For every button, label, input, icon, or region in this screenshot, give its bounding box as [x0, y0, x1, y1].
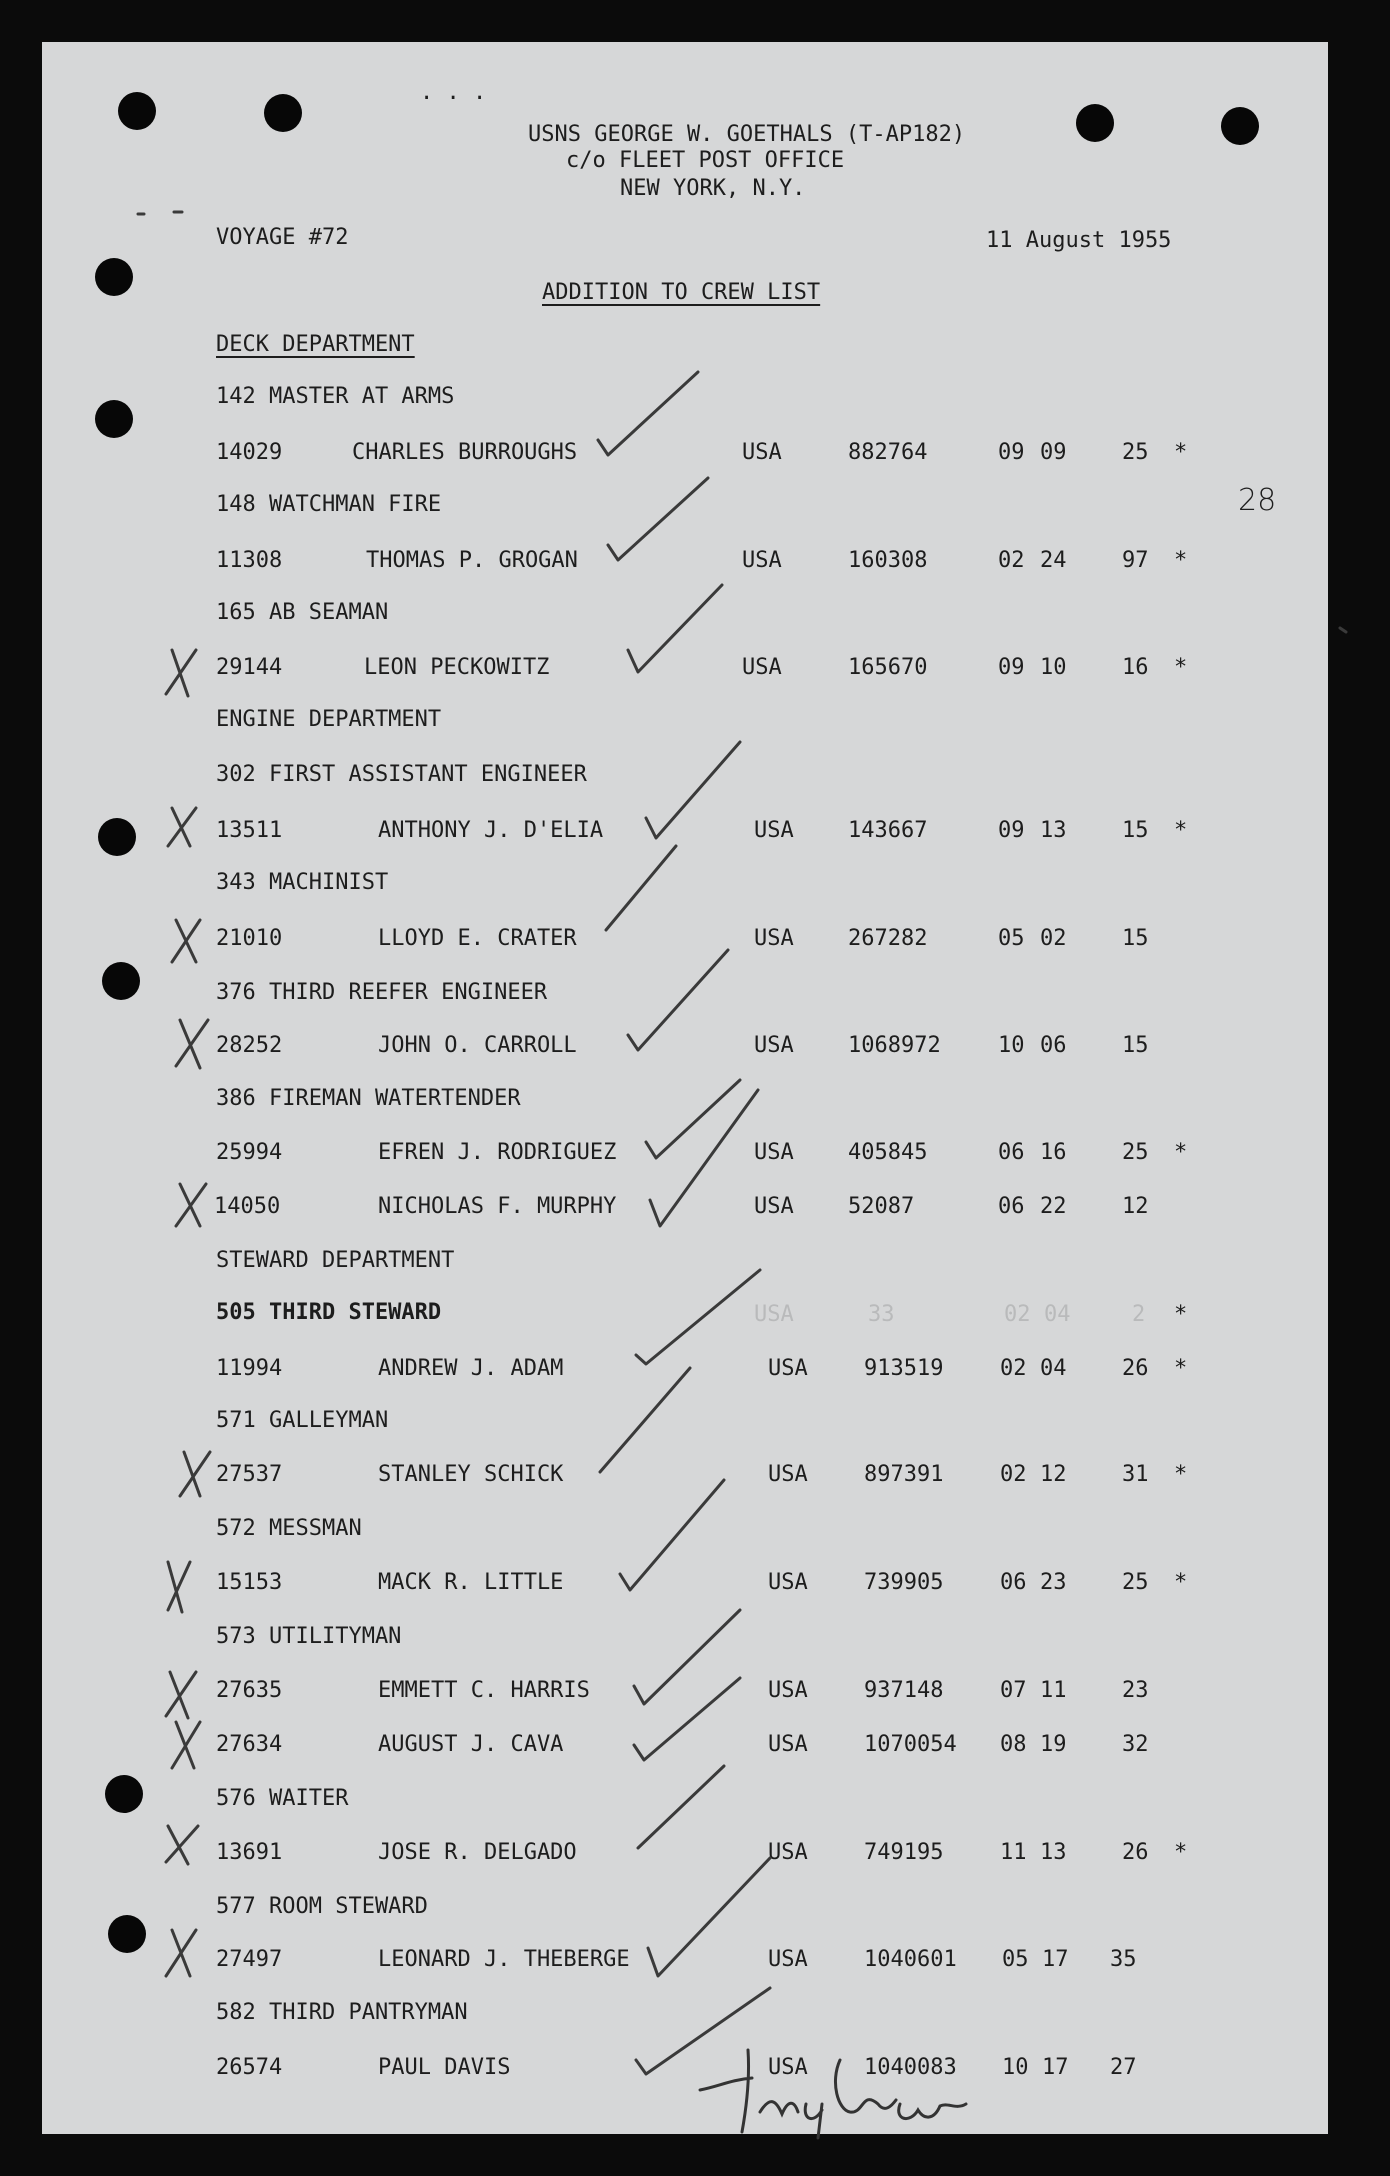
book-number: 29144	[216, 655, 283, 680]
birth-month: 02	[1000, 1356, 1027, 1381]
book-number: 28252	[216, 1033, 283, 1058]
rating-heading: 573 UTILITYMAN	[216, 1624, 402, 1649]
rating-heading: 572 MESSMAN	[216, 1516, 362, 1541]
birth-month: 10	[998, 1033, 1025, 1058]
faint-z-number: 33	[868, 1302, 895, 1327]
z-number: 405845	[848, 1140, 928, 1165]
birth-day: 13	[1040, 1840, 1067, 1865]
star-mark: *	[1174, 1570, 1188, 1595]
department-heading-steward: STEWARD DEPARTMENT	[216, 1248, 455, 1273]
crew-name: EMMETT C. HARRIS	[378, 1678, 590, 1703]
birth-month: 07	[1000, 1678, 1027, 1703]
years-of-service: 25	[1122, 1570, 1149, 1595]
citizenship: USA	[742, 440, 782, 465]
book-number: 27634	[216, 1732, 283, 1757]
book-number: 21010	[216, 926, 283, 951]
rating-heading: 343 MACHINIST	[216, 870, 389, 895]
book-number: 14029	[216, 440, 283, 465]
faint-birth-month: 02	[1004, 1302, 1031, 1327]
book-number: 25994	[216, 1140, 283, 1165]
star-mark: *	[1174, 1140, 1188, 1165]
header-dots: · · ·	[420, 86, 487, 111]
address-line-1: c/o FLEET POST OFFICE	[566, 148, 845, 173]
punch-hole	[102, 962, 140, 1000]
book-number: 13511	[216, 818, 283, 843]
star-mark: *	[1174, 1462, 1188, 1487]
birth-month: 09	[998, 655, 1025, 680]
punch-hole	[95, 400, 133, 438]
punch-hole	[108, 1915, 146, 1953]
years-of-service: 16	[1122, 655, 1149, 680]
punch-hole	[118, 92, 156, 130]
star-mark: *	[1174, 655, 1188, 680]
birth-day: 02	[1040, 926, 1067, 951]
z-number: 882764	[848, 440, 928, 465]
book-number: 15153	[216, 1570, 283, 1595]
crew-name: EFREN J. RODRIGUEZ	[378, 1140, 617, 1165]
citizenship: USA	[768, 1732, 808, 1757]
rating-heading: 165 AB SEAMAN	[216, 600, 389, 625]
years-of-service: 15	[1122, 818, 1149, 843]
rating-heading: 386 FIREMAN WATERTENDER	[216, 1086, 521, 1111]
birth-day: 23	[1040, 1570, 1067, 1595]
rating-heading: 576 WAITER	[216, 1786, 349, 1811]
birth-month: 09	[998, 440, 1025, 465]
birth-month: 10	[1002, 2055, 1029, 2080]
birth-day: 06	[1040, 1033, 1067, 1058]
birth-month: 05	[998, 926, 1025, 951]
book-number: 11308	[216, 548, 283, 573]
faint-citizenship: USA	[754, 1302, 794, 1327]
book-number: 27635	[216, 1678, 283, 1703]
crew-name: THOMAS P. GROGAN	[366, 548, 578, 573]
book-number: 26574	[216, 2055, 283, 2080]
rating-heading: 505 THIRD STEWARD	[216, 1300, 442, 1325]
z-number: 52087	[848, 1194, 915, 1219]
crew-name: CHARLES BURROUGHS	[352, 440, 578, 465]
birth-month: 02	[998, 548, 1025, 573]
inspector-signature	[690, 2020, 990, 2140]
punch-hole	[98, 818, 136, 856]
years-of-service: 15	[1122, 926, 1149, 951]
years-of-service: 31	[1122, 1462, 1149, 1487]
faint-birth-day: 04	[1044, 1302, 1071, 1327]
birth-day: 10	[1040, 655, 1067, 680]
z-number: 267282	[848, 926, 928, 951]
z-number: 1068972	[848, 1033, 941, 1058]
punch-hole	[264, 94, 302, 132]
punch-hole	[1221, 107, 1259, 145]
punch-hole	[1076, 104, 1114, 142]
z-number: 165670	[848, 655, 928, 680]
citizenship: USA	[754, 1194, 794, 1219]
crew-name: MACK R. LITTLE	[378, 1570, 564, 1595]
voyage-number: VOYAGE #72	[216, 225, 349, 250]
birth-month: 06	[1000, 1570, 1027, 1595]
years-of-service: 32	[1122, 1732, 1149, 1757]
crew-name: NICHOLAS F. MURPHY	[378, 1194, 617, 1219]
years-of-service: 97	[1122, 548, 1149, 573]
punch-hole	[95, 258, 133, 296]
birth-day: 19	[1040, 1732, 1067, 1757]
birth-day: 09	[1040, 440, 1067, 465]
years-of-service: 26	[1122, 1840, 1149, 1865]
years-of-service: 25	[1122, 1140, 1149, 1165]
crew-name: PAUL DAVIS	[378, 2055, 511, 2080]
rating-heading: 577 ROOM STEWARD	[216, 1894, 428, 1919]
star-mark: *	[1174, 1356, 1188, 1381]
birth-day: 13	[1040, 818, 1067, 843]
document-date: 11 August 1955	[986, 228, 1172, 253]
crew-name: ANDREW J. ADAM	[378, 1356, 564, 1381]
crew-name: JOHN O. CARROLL	[378, 1033, 577, 1058]
birth-month: 06	[998, 1194, 1025, 1219]
birth-day: 17	[1042, 1947, 1069, 1972]
crew-name: JOSE R. DELGADO	[378, 1840, 577, 1865]
citizenship: USA	[768, 2055, 808, 2080]
address-line-2: NEW YORK, N.Y.	[620, 176, 806, 201]
book-number: 13691	[216, 1840, 283, 1865]
z-number: 1040083	[864, 2055, 957, 2080]
citizenship: USA	[754, 1033, 794, 1058]
years-of-service: 23	[1122, 1678, 1149, 1703]
punch-hole	[105, 1775, 143, 1813]
years-of-service: 12	[1122, 1194, 1149, 1219]
z-number: 1040601	[864, 1947, 957, 1972]
rating-heading: 376 THIRD REEFER ENGINEER	[216, 980, 548, 1005]
crew-name: ANTHONY J. D'ELIA	[378, 818, 604, 843]
crew-name: LLOYD E. CRATER	[378, 926, 577, 951]
birth-month: 02	[1000, 1462, 1027, 1487]
citizenship: USA	[768, 1678, 808, 1703]
citizenship: USA	[742, 548, 782, 573]
book-number: 14050	[214, 1194, 281, 1219]
birth-day: 04	[1040, 1356, 1067, 1381]
z-number: 739905	[864, 1570, 944, 1595]
birth-month: 09	[998, 818, 1025, 843]
rating-heading: 148 WATCHMAN FIRE	[216, 492, 442, 517]
crew-name: LEON PECKOWITZ	[364, 655, 550, 680]
star-mark: *	[1174, 818, 1188, 843]
vessel-name: USNS GEORGE W. GOETHALS (T-AP182)	[528, 122, 966, 147]
birth-day: 22	[1040, 1194, 1067, 1219]
star-mark: *	[1174, 1302, 1188, 1327]
birth-day: 12	[1040, 1462, 1067, 1487]
crew-name: LEONARD J. THEBERGE	[378, 1947, 630, 1972]
birth-day: 16	[1040, 1140, 1067, 1165]
z-number: 937148	[864, 1678, 944, 1703]
book-number: 11994	[216, 1356, 283, 1381]
crew-name: STANLEY SCHICK	[378, 1462, 564, 1487]
citizenship: USA	[768, 1356, 808, 1381]
star-mark: *	[1174, 1840, 1188, 1865]
citizenship: USA	[742, 655, 782, 680]
book-number: 27497	[216, 1947, 283, 1972]
years-of-service: 35	[1110, 1947, 1137, 1972]
citizenship: USA	[768, 1947, 808, 1972]
star-mark: *	[1174, 548, 1188, 573]
years-of-service: 27	[1110, 2055, 1137, 2080]
rating-heading: 302 FIRST ASSISTANT ENGINEER	[216, 762, 587, 787]
book-number: 27537	[216, 1462, 283, 1487]
birth-month: 08	[1000, 1732, 1027, 1757]
star-mark: *	[1174, 440, 1188, 465]
z-number: 143667	[848, 818, 928, 843]
citizenship: USA	[754, 926, 794, 951]
birth-day: 17	[1042, 2055, 1069, 2080]
birth-day: 11	[1040, 1678, 1067, 1703]
z-number: 913519	[864, 1356, 944, 1381]
years-of-service: 25	[1122, 440, 1149, 465]
z-number: 1070054	[864, 1732, 957, 1757]
z-number: 749195	[864, 1840, 944, 1865]
citizenship: USA	[754, 1140, 794, 1165]
rating-heading: 142 MASTER AT ARMS	[216, 384, 455, 409]
stray-mark	[1340, 628, 1346, 632]
birth-month: 11	[1000, 1840, 1027, 1865]
department-heading-engine: ENGINE DEPARTMENT	[216, 707, 442, 732]
faint-years: 2	[1132, 1302, 1146, 1327]
z-number: 160308	[848, 548, 928, 573]
birth-month: 06	[998, 1140, 1025, 1165]
citizenship: USA	[768, 1462, 808, 1487]
years-of-service: 15	[1122, 1033, 1149, 1058]
birth-day: 24	[1040, 548, 1067, 573]
citizenship: USA	[754, 818, 794, 843]
crew-name: AUGUST J. CAVA	[378, 1732, 564, 1757]
document-title: ADDITION TO CREW LIST	[542, 280, 821, 305]
margin-page-number: 28	[1238, 483, 1277, 518]
citizenship: USA	[768, 1840, 808, 1865]
rating-heading: 571 GALLEYMAN	[216, 1408, 389, 1433]
years-of-service: 26	[1122, 1356, 1149, 1381]
birth-month: 05	[1002, 1947, 1029, 1972]
rating-heading: 582 THIRD PANTRYMAN	[216, 2000, 468, 2025]
department-heading-deck: DECK DEPARTMENT	[216, 332, 415, 357]
z-number: 897391	[864, 1462, 944, 1487]
citizenship: USA	[768, 1570, 808, 1595]
